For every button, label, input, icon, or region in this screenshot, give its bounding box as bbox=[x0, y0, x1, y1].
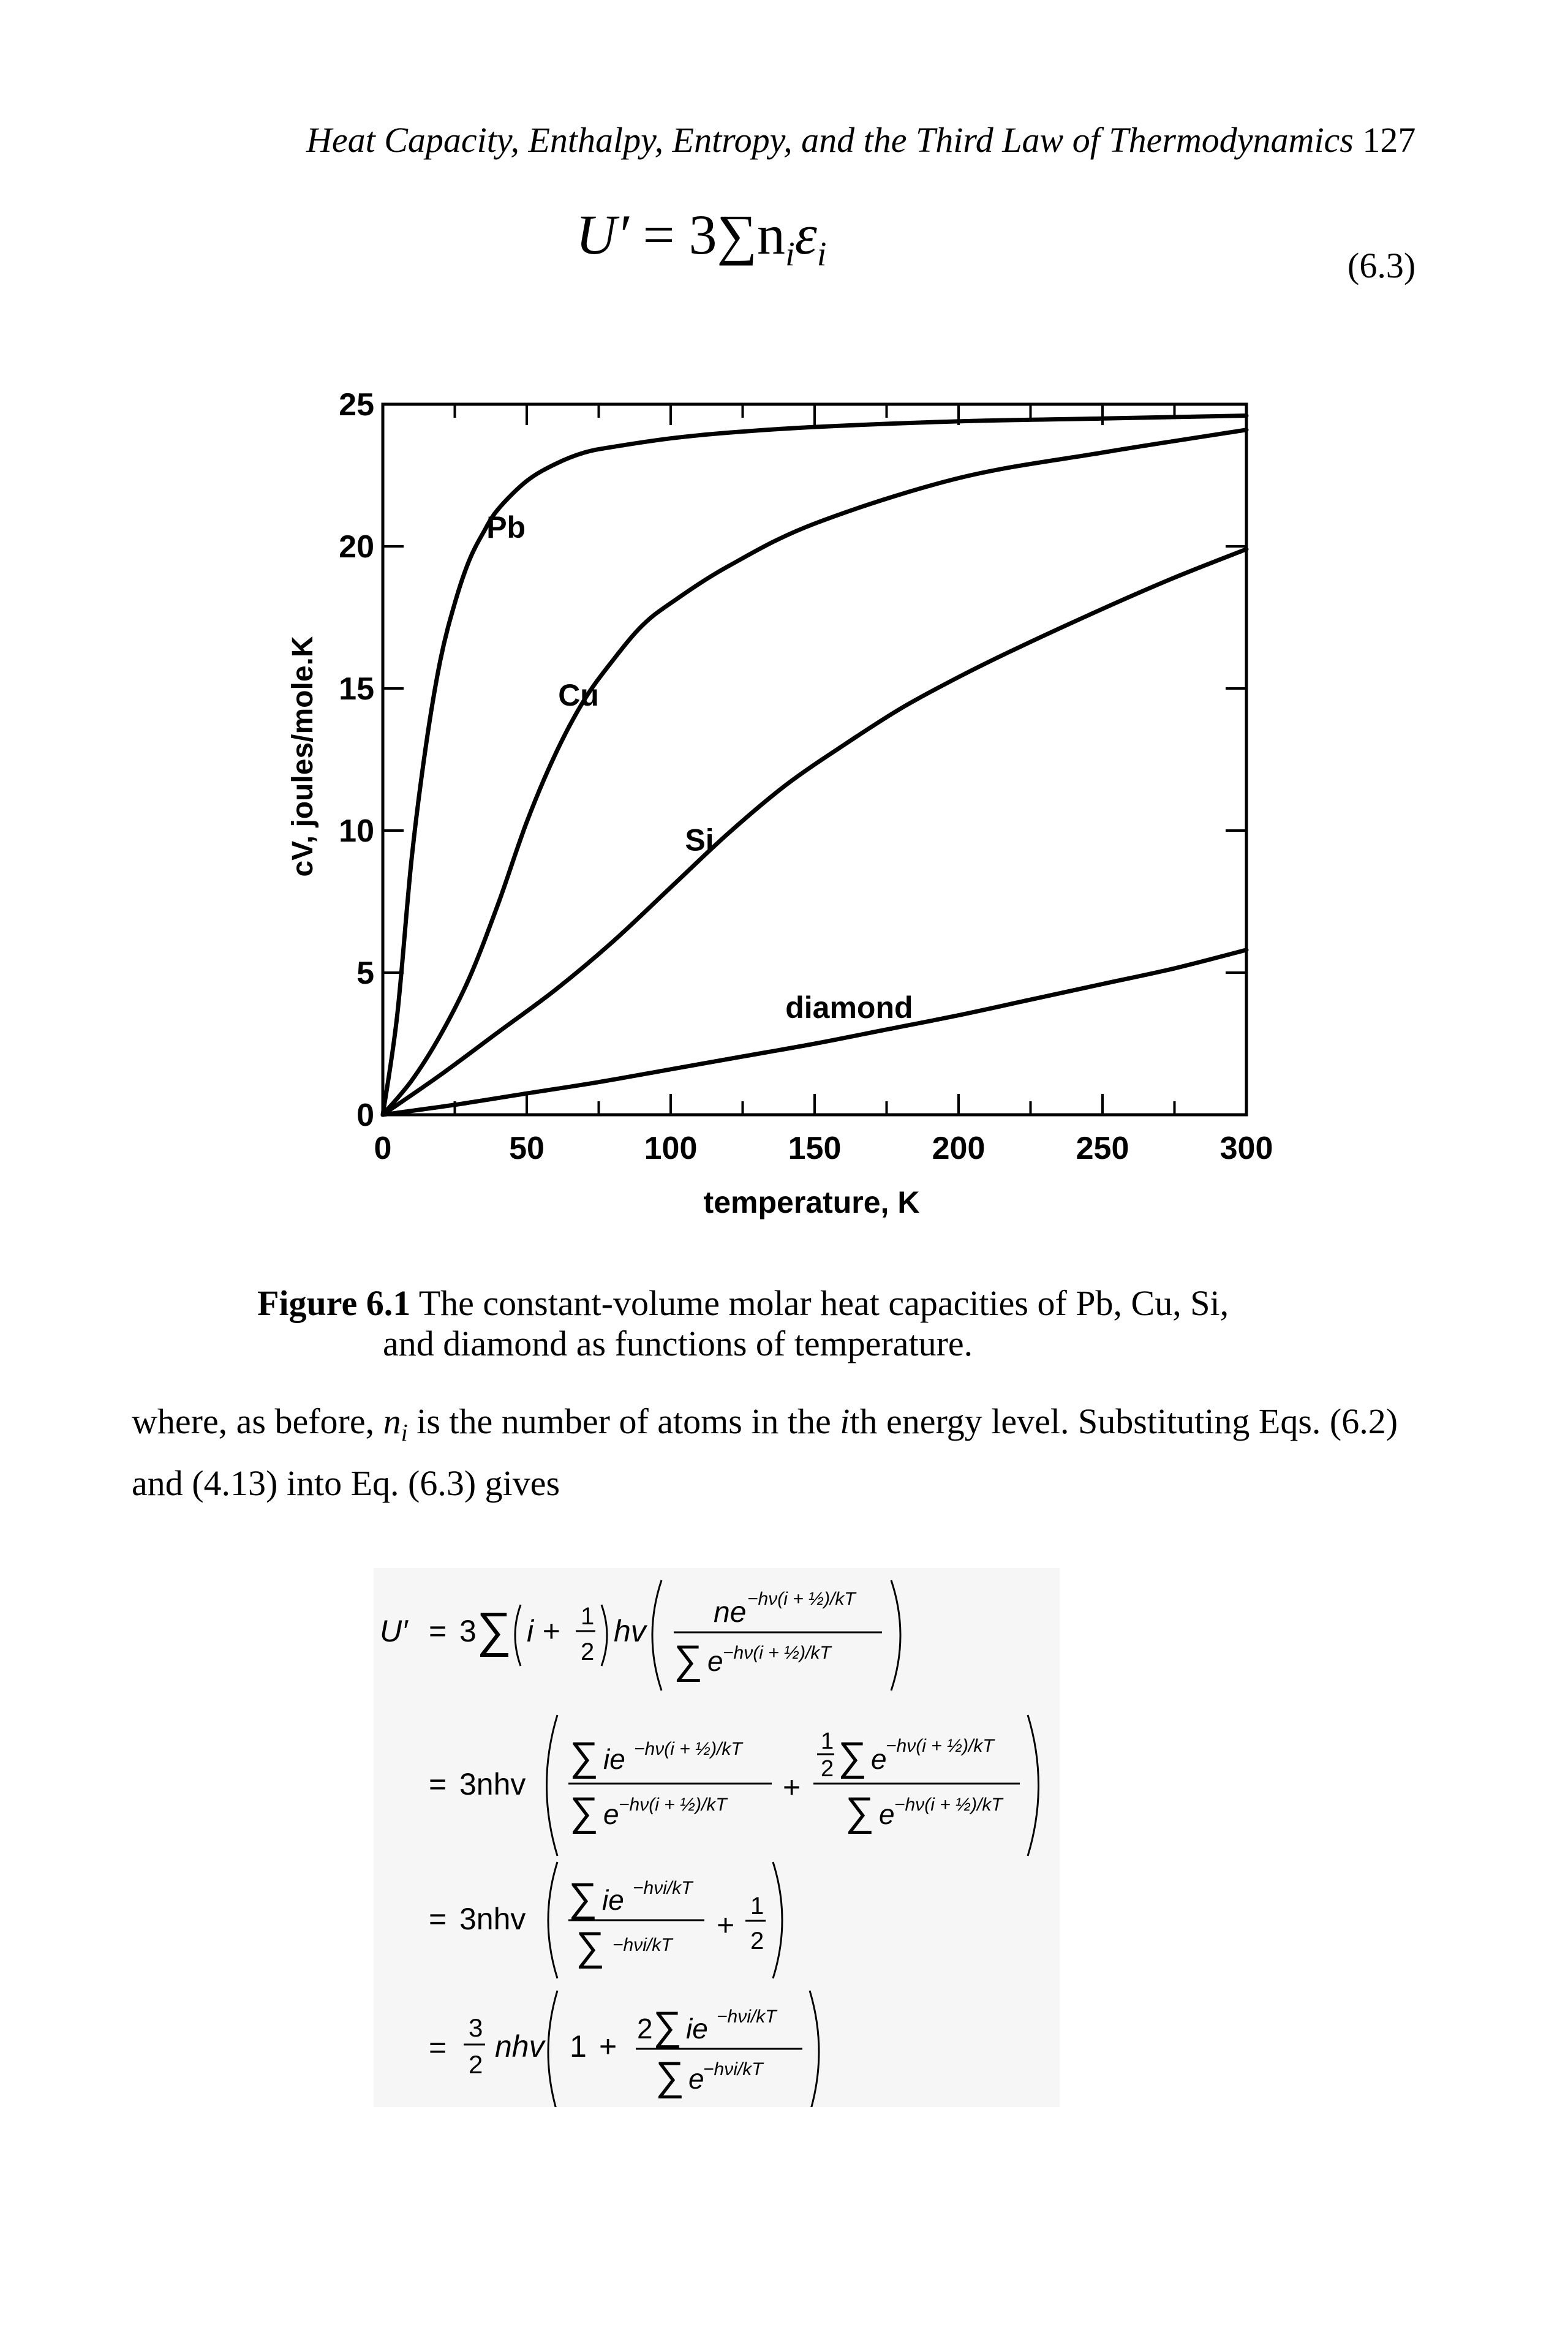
d4-bigparen-open bbox=[548, 1991, 557, 2107]
d4-bigparen-close bbox=[810, 1991, 819, 2107]
x-tick-label: 250 bbox=[1076, 1131, 1129, 1166]
eq-lhs: U′ bbox=[576, 203, 629, 266]
x-tick-label: 200 bbox=[932, 1131, 986, 1166]
d1-sigma-den: ∑ bbox=[674, 1637, 703, 1682]
d1-sigma: ∑ bbox=[477, 1602, 512, 1657]
y-tick-label: 10 bbox=[339, 813, 374, 849]
running-title: Heat Capacity, Enthalpy, Entropy, and the Third Law of Thermodynamics bbox=[306, 120, 1354, 160]
para-text-1: where, as before, bbox=[132, 1401, 383, 1441]
d3-exp-num: −hνi/kT bbox=[633, 1878, 693, 1898]
d2-e-num2: e bbox=[871, 1743, 887, 1775]
derivation-svg bbox=[374, 1568, 1060, 2107]
d1-hv: hv bbox=[614, 1614, 646, 1648]
d2-bigparen-close bbox=[1028, 1715, 1039, 1856]
d2-sigma-num: ∑ bbox=[570, 1733, 599, 1779]
d4-eq: = bbox=[429, 2030, 447, 2065]
body-paragraph bbox=[132, 1396, 1442, 1509]
d3-3nhv: 3nhv bbox=[459, 1902, 526, 1936]
x-tick-label: 100 bbox=[644, 1131, 698, 1166]
caption-line1: The constant-volume molar heat capacities of Pb, Cu, Si, bbox=[418, 1283, 1229, 1323]
eq-eps: ε bbox=[794, 203, 817, 266]
d3-plus: + bbox=[717, 1908, 735, 1942]
derivation-block bbox=[374, 1568, 1060, 2107]
y-tick-label: 15 bbox=[339, 671, 374, 707]
d1-paren-open bbox=[515, 1605, 521, 1666]
d4-e-den: e bbox=[688, 2063, 704, 2095]
d2-half-den: 2 bbox=[821, 1756, 834, 1782]
d2-exp-den2: −hν(i + ½)/kT bbox=[894, 1795, 1003, 1815]
d2-e-den2: e bbox=[879, 1798, 895, 1830]
series-label-diamond: diamond bbox=[785, 990, 913, 1025]
d3-bigparen-close bbox=[773, 1862, 782, 1978]
y-tick-label: 25 bbox=[339, 387, 374, 423]
d1-half-den: 2 bbox=[581, 1638, 595, 1665]
d4-sigma-num: ∑ bbox=[653, 2003, 682, 2048]
d1-e-den: e bbox=[707, 1645, 723, 1677]
d4-ie: ie bbox=[686, 2013, 708, 2045]
d3-eq: = bbox=[429, 1902, 447, 1936]
page-number: 127 bbox=[1362, 120, 1416, 160]
d1-bigparen-open bbox=[652, 1580, 662, 1691]
eq-rhs: = 3∑n bbox=[643, 203, 786, 266]
d2-exp-num: −hν(i + ½)/kT bbox=[634, 1739, 742, 1759]
d3-bigparen-open bbox=[548, 1862, 557, 1978]
series-line-diamond bbox=[383, 950, 1246, 1115]
d2-bigparen-open bbox=[547, 1715, 558, 1856]
series-label-cu: Cu bbox=[558, 677, 599, 712]
d1-ne: ne bbox=[714, 1596, 747, 1629]
d2-sigma-den2: ∑ bbox=[845, 1789, 875, 1834]
d1-i-plus: i + bbox=[527, 1614, 560, 1648]
d4-sigma-den: ∑ bbox=[655, 2053, 685, 2098]
series-label-pb: Pb bbox=[486, 510, 526, 545]
para-ith: i bbox=[840, 1401, 850, 1441]
d4-frac-num: 3 bbox=[469, 2013, 483, 2042]
para-text-2: is the number of atoms in the bbox=[407, 1401, 840, 1441]
d1-bigparen-close bbox=[891, 1580, 900, 1691]
y-tick-label: 20 bbox=[339, 529, 374, 565]
x-tick-label: 50 bbox=[509, 1131, 545, 1166]
d1-eq: = bbox=[429, 1614, 447, 1648]
d4-plus: + bbox=[599, 2029, 617, 2064]
x-tick-label: 300 bbox=[1219, 1131, 1273, 1166]
para-text-3: th energy level. Substituting Eqs. (6.2) bbox=[850, 1401, 1398, 1441]
d2-half-num: 1 bbox=[821, 1728, 834, 1754]
d4-exp-num: −hνi/kT bbox=[717, 2007, 777, 2027]
d3-half-den: 2 bbox=[750, 1928, 764, 1954]
x-tick-label: 150 bbox=[788, 1131, 842, 1166]
d1-exp-num: −hν(i + ½)/kT bbox=[747, 1589, 856, 1609]
d1-half-num: 1 bbox=[581, 1603, 595, 1630]
d3-exp-den: −hνi/kT bbox=[612, 1935, 673, 1955]
caption-label: Figure 6.1 bbox=[257, 1283, 411, 1323]
plot-area bbox=[339, 387, 1273, 1166]
eq-sub-i2: i bbox=[816, 235, 827, 274]
eq-sub-i: i bbox=[785, 235, 795, 274]
d3-ie: ie bbox=[602, 1884, 624, 1916]
series-line-si bbox=[383, 549, 1246, 1115]
para-n: n bbox=[383, 1401, 401, 1441]
y-tick-label: 5 bbox=[356, 956, 374, 991]
d2-ie: ie bbox=[603, 1743, 625, 1775]
caption-line2: and diamond as functions of temperature. bbox=[383, 1324, 973, 1363]
x-tick-label: 0 bbox=[374, 1131, 392, 1166]
d4-exp-den: −hνi/kT bbox=[703, 2059, 763, 2079]
d1-exp-den: −hν(i + ½)/kT bbox=[723, 1643, 831, 1663]
d2-plus: + bbox=[783, 1770, 801, 1804]
series-label-si: Si bbox=[685, 823, 714, 858]
d1-U: U′ bbox=[380, 1614, 408, 1648]
d2-sigma-num2: ∑ bbox=[838, 1733, 867, 1779]
d3-half-num: 1 bbox=[750, 1893, 764, 1920]
d2-e-den: e bbox=[603, 1798, 619, 1830]
d4-frac-den: 2 bbox=[469, 2050, 483, 2079]
d2-sigma-den: ∑ bbox=[570, 1789, 599, 1834]
d3-sigma-den: ∑ bbox=[576, 1923, 605, 1969]
y-axis-label: cV, joules/mole.K bbox=[287, 636, 319, 877]
d4-one: 1 bbox=[570, 2029, 587, 2064]
d1-paren-close bbox=[601, 1605, 607, 1666]
d2-3nhv: 3nhv bbox=[459, 1767, 526, 1801]
d3-sigma-num: ∑ bbox=[568, 1874, 598, 1920]
d2-exp-num2: −hν(i + ½)/kT bbox=[886, 1736, 994, 1756]
equation-number: (6.3) bbox=[1348, 246, 1416, 285]
x-axis-label: temperature, K bbox=[703, 1185, 920, 1219]
d2-exp-den: −hν(i + ½)/kT bbox=[619, 1795, 727, 1815]
d2-eq: = bbox=[429, 1767, 447, 1801]
d1-three: 3 bbox=[459, 1614, 477, 1648]
para-sub-i: i bbox=[401, 1419, 408, 1447]
figure-caption bbox=[257, 1283, 1298, 1364]
d4-two: 2 bbox=[637, 2013, 653, 2045]
para-line-2: and (4.13) into Eq. (6.3) gives bbox=[132, 1463, 560, 1503]
y-tick-label: 0 bbox=[356, 1098, 374, 1133]
d4-nhv: nhv bbox=[495, 2029, 545, 2064]
